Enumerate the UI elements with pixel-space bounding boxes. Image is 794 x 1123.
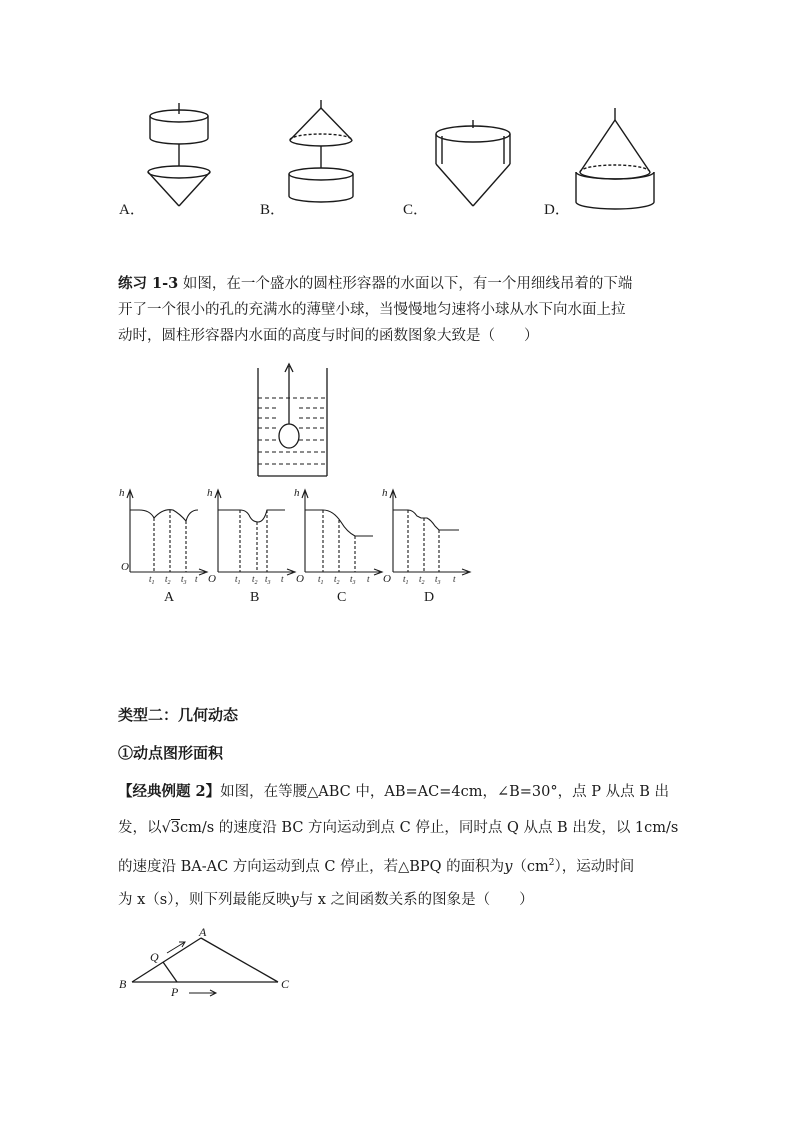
option-c-label: C． [403, 202, 429, 218]
origin-label: O [383, 573, 391, 584]
graph-label-c: C [337, 590, 347, 605]
graph-label-b: B [250, 590, 260, 605]
axis-label: t [453, 574, 456, 584]
svg-text:t3: $t_3$ [265, 574, 271, 584]
solid-c [436, 120, 510, 206]
exercise-text [118, 271, 683, 349]
solid-d [576, 108, 654, 209]
svg-text:t2: $t_2$ [165, 574, 171, 584]
example-line1: 【经典例题 2】如图，在等腰△ABC 中，AB=AC=4cm，∠B=30°，点 P 从点 B 出 [118, 783, 669, 800]
svg-text:t3: $t_3$ [350, 574, 356, 584]
point-p-label: P [171, 985, 179, 999]
axis-label: t [367, 574, 370, 584]
example-line3: 的速度沿 BA-AC 方向运动到点 C 停止，若△BPQ 的面积为$y(cm^2)$，运动时间 [118, 858, 635, 875]
sub-heading: ①动点图形面积 [118, 744, 224, 762]
graph-label-a: A [164, 590, 175, 605]
graph-a [127, 490, 207, 575]
exercise-label: 练习 1-3 [118, 275, 179, 292]
option-a-label: A． [119, 202, 145, 218]
origin-label: O [208, 573, 216, 584]
axis-label: h [207, 487, 213, 499]
axis-label: t [281, 574, 284, 584]
exercise-line2: 开了一个很小的孔的充满水的薄壁小球，当慢慢地匀速将小球从水下向水面上拉 [118, 302, 626, 318]
axis-label: h [382, 487, 388, 499]
sqrt-symbol: √ [161, 820, 171, 836]
solids-figure [110, 98, 670, 220]
exercise-line3: 动时，圆柱形容器内水面的高度与时间的函数图象大致是（ ） [118, 328, 539, 344]
svg-text:t2: $t_2$ [334, 574, 340, 584]
svg-text:t1: $t_1$ [403, 574, 409, 584]
svg-text:t2: $t_2$ [419, 574, 425, 584]
origin-label: O [121, 561, 129, 573]
option-b-label: B． [260, 202, 286, 218]
container-figure [255, 360, 330, 480]
graph-d [390, 490, 470, 575]
vertex-b-label: B [119, 977, 127, 991]
solid-a [148, 103, 210, 206]
graph-b [215, 490, 295, 575]
svg-text:t2: $t_2$ [252, 574, 258, 584]
graphs-figure [115, 484, 475, 584]
vertex-c-label: C [281, 977, 290, 991]
section-heading: 类型二：几何动态 [118, 706, 239, 724]
origin-label: O [296, 573, 304, 584]
graph-label-d: D [424, 590, 435, 605]
svg-text:t3: $t_3$ [181, 574, 187, 584]
solid-b [289, 100, 353, 202]
axis-label: t [195, 574, 198, 584]
graph-c [302, 490, 382, 575]
svg-text:t3: $t_3$ [435, 574, 441, 584]
example-label: 【经典例题 2】 [118, 783, 221, 800]
triangle-figure [115, 925, 305, 1005]
point-q-label: Q [150, 950, 159, 964]
svg-text:t1: $t_1$ [318, 574, 324, 584]
axis-label: h [119, 487, 125, 499]
exercise-line1: 如图，在一个盛水的圆柱形容器的水面以下，有一个用细线吊着的下端 [182, 276, 633, 292]
option-d-label: D． [544, 202, 570, 218]
example-line2: 发，以√3cm/s 的速度沿 BC 方向运动到点 C 停止，同时点 Q 从点 B 出发，以 1cm/s [118, 820, 679, 836]
example-line4: 为 x（s），则下列最能反映y与 x 之间函数关系的图象是（ ） [118, 892, 534, 908]
svg-text:t1: $t_1$ [235, 574, 241, 584]
vertex-a-label: A [199, 925, 207, 939]
svg-text:t1: $t_1$ [149, 574, 155, 584]
axis-label: h [294, 487, 300, 499]
